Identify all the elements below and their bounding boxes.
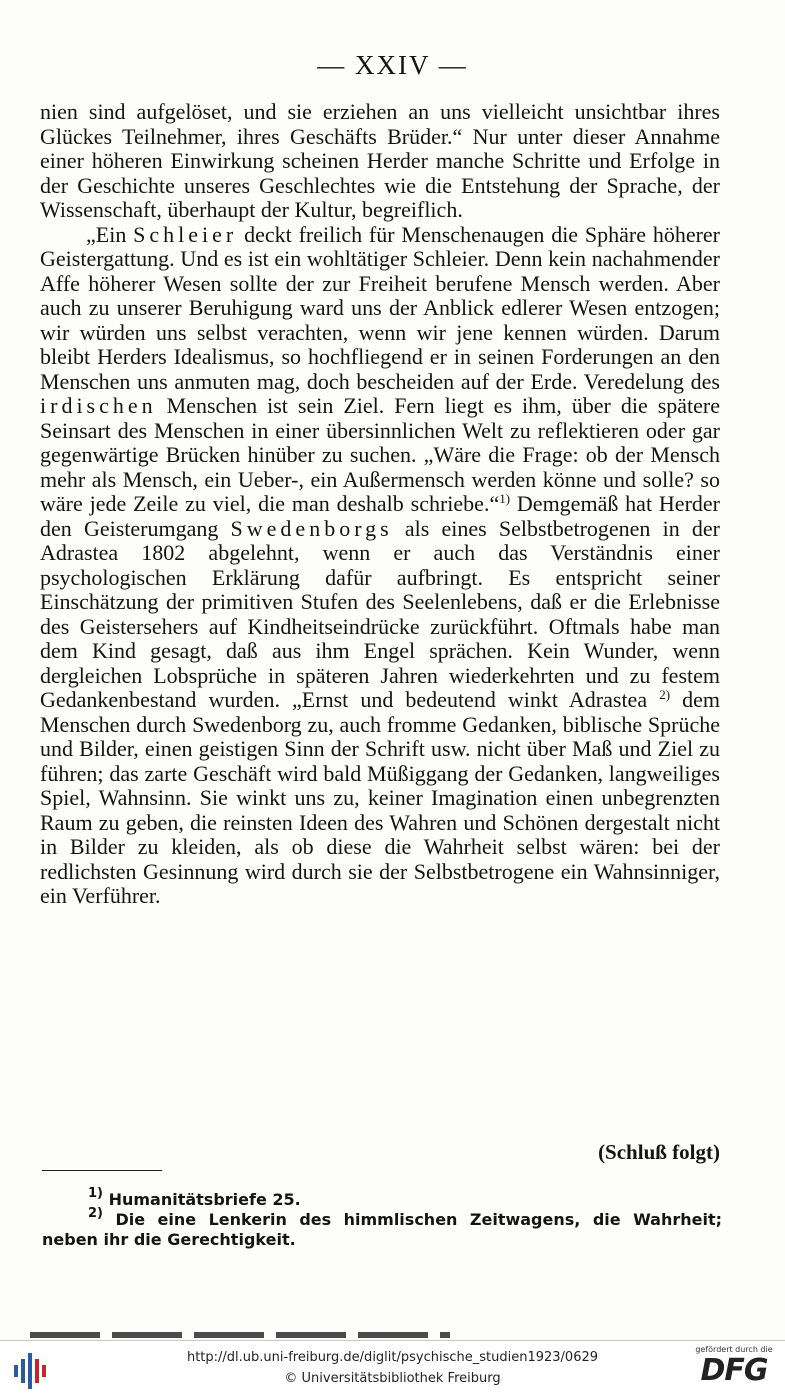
main-text — [40, 100, 720, 909]
footnote-text: Die eine Lenkerin des himmlischen Zeitwagens, die Wahrheit; neben ihr die Gerechtigkeit. — [42, 1210, 722, 1249]
paragraph-2 — [40, 223, 720, 909]
text-run: Menschen ist sein Ziel. Fern liegt es ihm, über die spätere Seinsart des Menschen in einer übersinnlichen Welt zu reflektieren oder gar gegenwärtige Brücken hinüber zu suchen. „Wäre die Frage: ob der Mensch mehr als Mensch, ein Ueber-, ein Außermensch werden könne und solle? so wäre jede Zeile zu viel, die man deshalb schriebe.“ — [40, 393, 721, 516]
viewer-footer — [0, 1340, 785, 1396]
text-run: deckt freilich für Menschenaugen die Sphäre höherer Geistergattung. Und es ist ein wohltätiger Schleier. Denn kein nachahmender Affe höherer Wesen sollte der zur Freiheit berufene Mensch werden. Aber auch zu unserer Beruhigung ward uns der Anblick edlerer Wesen entzogen; wir würden uns selbst verachten, wenn wir jene kennen würden. Darum bleibt Herders Idealismus, so hochfliegend er in seinen Forderungen an den Menschen uns anmuten mag, doch bescheiden auf der Erde. Veredelung des — [40, 221, 721, 394]
funder-logo: DFG — [700, 1353, 768, 1388]
footnote-mark: 2) — [88, 1206, 103, 1221]
spaced-word-schleier: Schleier — [133, 221, 238, 247]
text-run: Demgemäß hat Herder den Geisterumgang — [40, 491, 720, 541]
text-run: als eines Selbstbetrogenen in der Adrastea 1802 abgelehnt, wenn er auch das Verständnis einer psychologischen Erklärung dafür aufbringt. Es entspricht seiner Einschätzung der primitiven Stufen des Seelenlebens, daß er die Erlebnisse des Geistersehers auf Kindheitseindrücke zurückführt. Oftmals habe man dem Kind gesagt, daß aus ihm Engel sprächen. Kein Wunder, wenn dergleichen Lobsprüche in späteren Jahren wiederkehrten und zu festem Gedankenbestand wurden. „Ernst und bedeutend winkt Adrastea — [40, 515, 720, 712]
footnote-divider — [42, 1170, 162, 1171]
footnote-2 — [42, 1206, 722, 1250]
page-number-header: — XXIV — — [317, 50, 468, 80]
spaced-word-irdischen: irdischen — [40, 393, 157, 418]
spaced-word-swedenborgs: Swedenborgs — [230, 515, 393, 541]
footnote-text: Humanitätsbriefe 25. — [108, 1190, 301, 1209]
permalink-url[interactable]: http://dl.ub.uni-freiburg.de/diglit/psychische_studien1923/0629 — [186, 1350, 599, 1365]
copyright-notice: © Universitätsbibliothek Freiburg — [284, 1371, 501, 1386]
continuation-note: (Schluß folgt) — [598, 1140, 720, 1164]
footnote-mark: 1) — [88, 1186, 103, 1201]
scan-edge-artifact — [30, 1332, 450, 1338]
funder-caption: gefördert durch die — [695, 1345, 773, 1354]
footnote-ref-2: 2) — [659, 687, 671, 702]
text-run: „Ein — [86, 221, 127, 247]
paragraph-1: nien sind aufgelöset, und sie erziehen an uns vielleicht unsichtbar ihres Glückes Teilnehmer, ihres Geschäfts Brüder.“ Nur unter dieser Annahme einer höheren Einwirkung scheinen Herder manche Schritte und Erfolge in der Geschichte unseres Geschlechtes wie die Entstehung der Sprache, der Wissenschaft, überhaupt der Kultur, begreiflich. — [40, 99, 720, 222]
footnote-ref-1: 1) — [499, 491, 511, 506]
text-run: dem Menschen durch Swedenborg zu, auch fromme Gedanken, biblische Sprüche und Bilder, einen geistigen Sinn der Schrift usw. nicht über Maß und Ziel zu führen; das zarte Geschäft wird bald Müßiggang der Gedanken, langweiliges Spiel, Wahnsinn. Sie winkt uns zu, keiner Imagination einen unbegrenzten Raum zu geben, die reinsten Ideen des Wahren und Schönen dergestalt nicht in Bilder zu kleiden, als ob diese die Wahrheit selbst wären: bei der redlichsten Gesinnung wird durch sie der Selbstbetrogene ein Wahnsinniger, ein Verführer. — [40, 687, 721, 908]
footnote-1 — [42, 1186, 722, 1210]
dfg-logo-icon[interactable] — [693, 1345, 775, 1387]
footnotes — [42, 1186, 722, 1250]
